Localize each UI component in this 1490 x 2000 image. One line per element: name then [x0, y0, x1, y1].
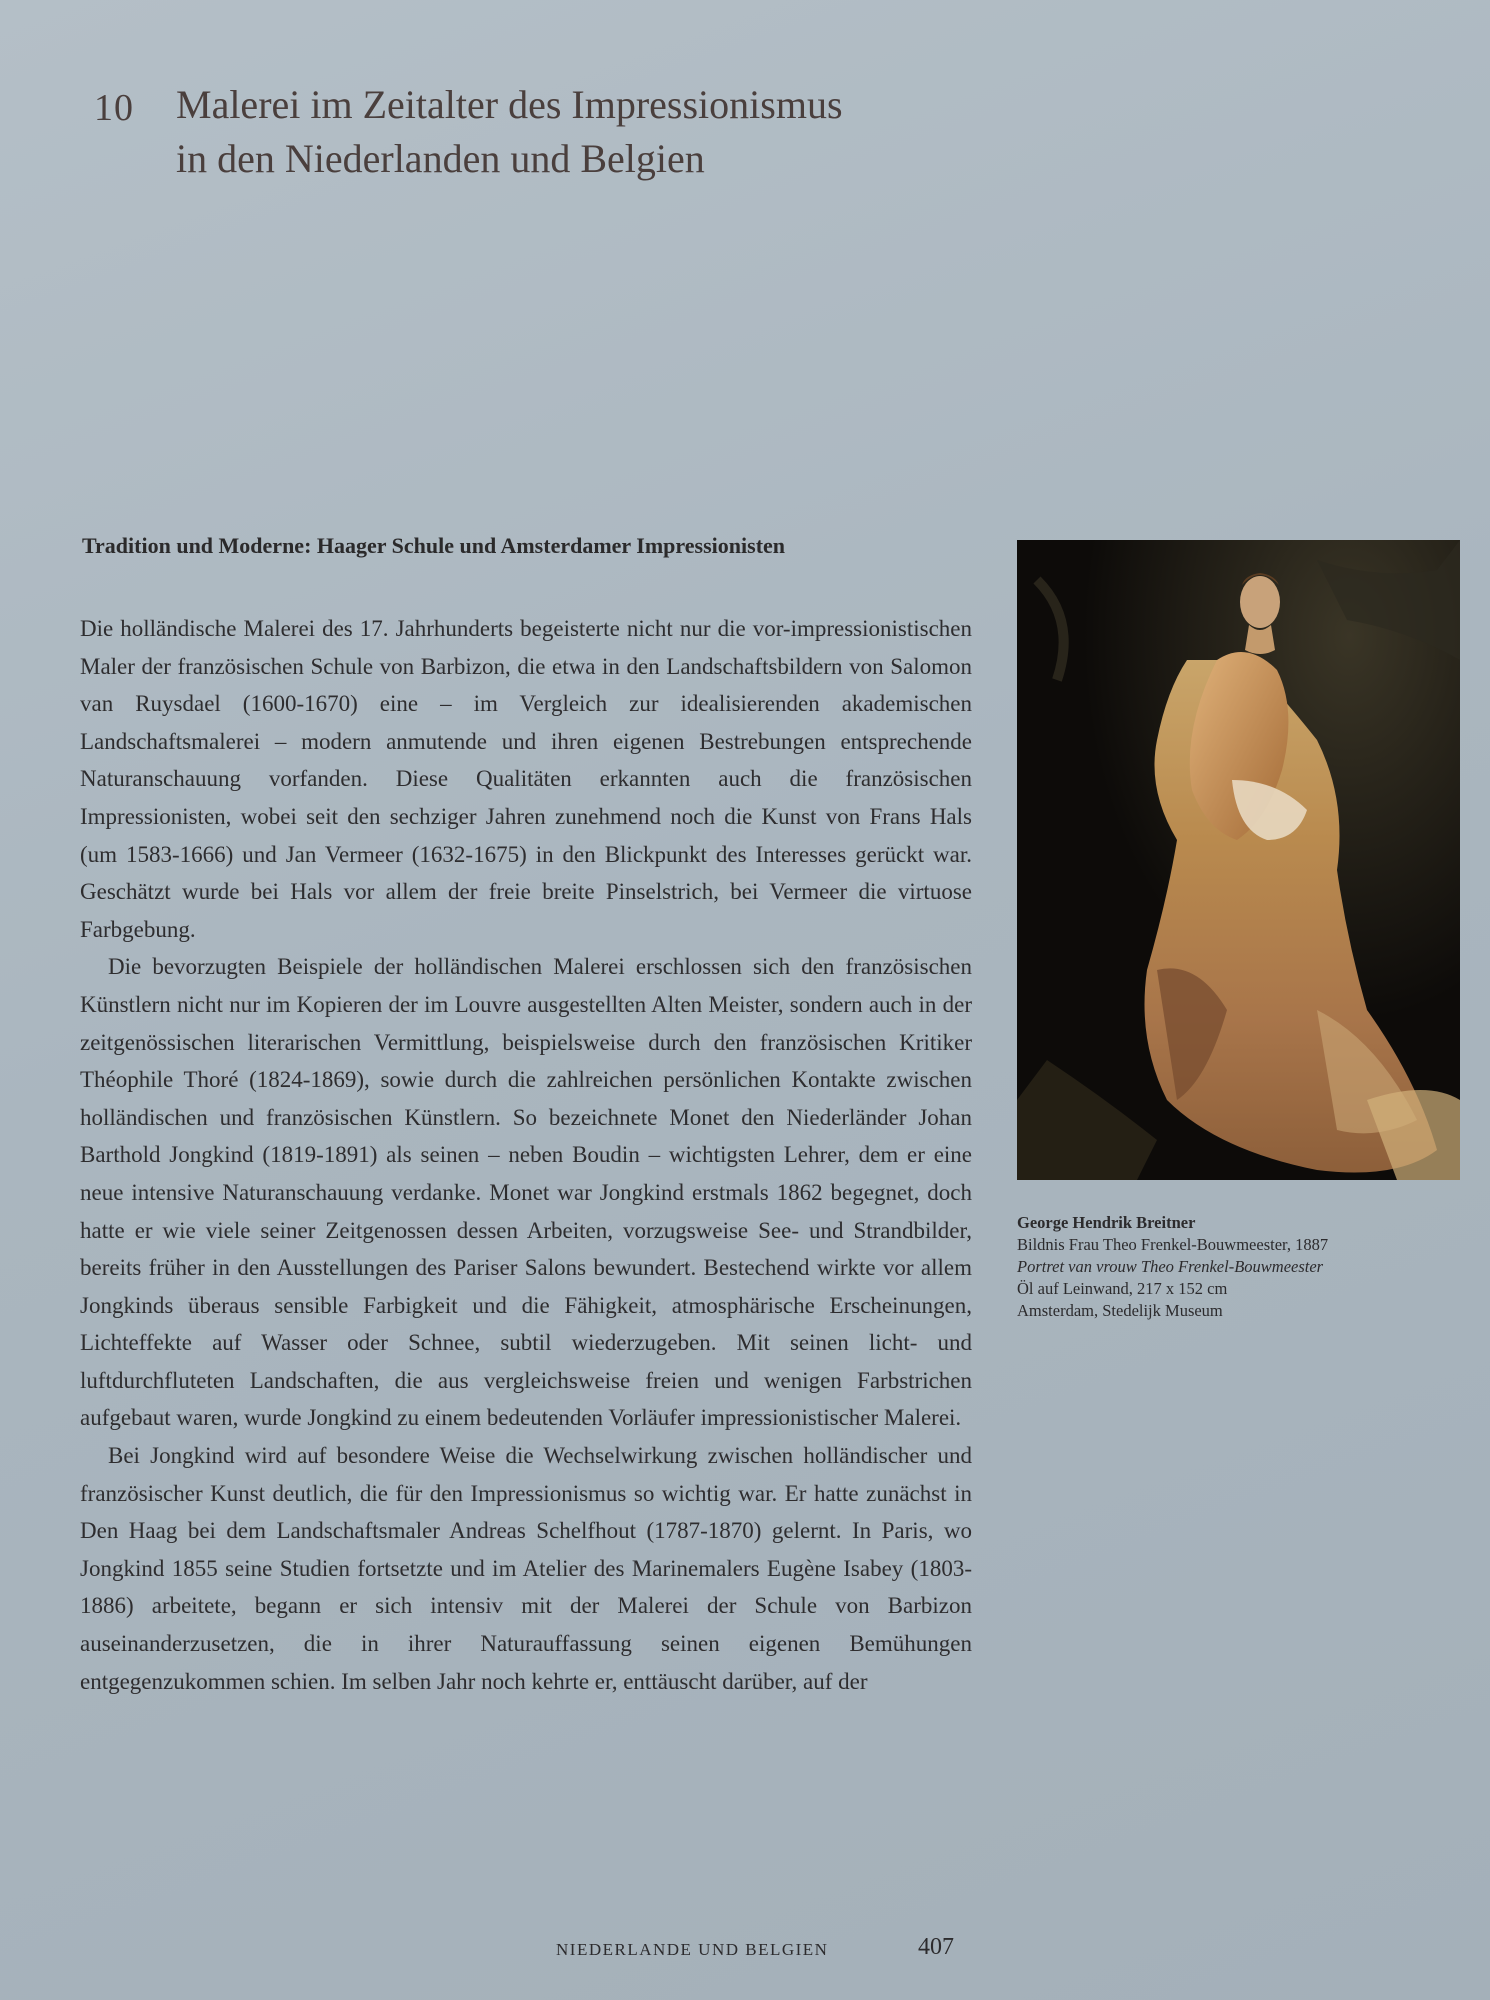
page-number: 407: [918, 1934, 954, 1960]
running-footer: NIEDERLANDE UND BELGIEN: [556, 1940, 829, 1959]
section-heading: Tradition und Moderne: Haager Schule und Amsterdamer Impressionisten: [82, 533, 786, 558]
chapter-number: 10: [94, 87, 134, 129]
painting-portrait-illustration: [1017, 540, 1460, 1180]
chapter-title-line-1: Malerei im Zeitalter des Impressionismus: [176, 82, 843, 127]
paragraph: Die bevorzugten Beispiele der holländischen Malerei erschlossen sich den französischen Künstlern nicht nur im Kopieren der im Louvre ausgestellten Alten Meister, sondern auch in der zeitgenössischen literarischen Vermittlung, beispielsweise durch den französischen Kritiker Théophile Thoré (1824-1869), sowie durch die zahlreichen persönlichen Kontakte zwischen holländischen und französischen Künstlern. So bezeichnete Monet den Niederländer Johan Barthold Jongkind (1819-1891) als seinen – neben Boudin – wichtigsten Lehrer, dem er eine neue intensive Naturanschauung verdanke. Monet war Jongkind erstmals 1862 begegnet, doch hatte er wie viele seiner Zeitgenossen dessen Arbeiten, vorzugsweise See- und Strandbilder, bereits früher in den Ausstellungen des Pariser Salons bewundert. Bestechend wirkte vor allem Jongkinds überaus sensible Farbigkeit und die Fähigkeit, atmosphärische Erscheinungen, Lichteffekte auf Wasser oder Schnee, subtil wiederzugeben. Mit seinen licht- und luftdurchfluteten Landschaften, die aus vergleichsweise freien und wenigen Farbstrichen aufgebaut waren, wurde Jongkind zu einem bedeutenden Vorläufer impressionistischer Malerei.: [80, 954, 972, 1431]
body-text: [80, 610, 972, 1700]
caption-medium: Öl auf Leinwand, 217 x 152 cm: [1017, 1279, 1228, 1298]
chapter-title: [176, 78, 1036, 186]
caption-location: Amsterdam, Stedelijk Museum: [1017, 1301, 1223, 1320]
painting-image: [1017, 540, 1460, 1180]
paragraph: Bei Jongkind wird auf besondere Weise die Wechselwirkung zwischen holländischer und französischer Kunst deutlich, die für den Impressionismus so wichtig war. Er hatte zunächst in Den Haag bei dem Landschaftsmaler Andreas Schelfhout (1787-1870) gelernt. In Paris, wo Jongkind 1855 seine Studien fortsetzte und im Atelier des Marinemalers Eugène Isabey (1803-1886) arbeitete, begann er sich intensiv mit der Malerei der Schule von Barbizon auseinanderzusetzen, die in ihrer Naturauffassung seinen eigenen Bemühungen entgegenzukommen schien. Im selben Jahr noch kehrte er, enttäuscht darüber, auf der: [80, 1443, 972, 1694]
caption-title-nl: Portret van vrouw Theo Frenkel-Bouwmeester: [1017, 1257, 1324, 1276]
caption-artist: George Hendrik Breitner: [1017, 1213, 1196, 1232]
image-caption: [1017, 1212, 1457, 1322]
chapter-title-line-2: in den Niederlanden und Belgien: [176, 136, 705, 181]
caption-title-de: Bildnis Frau Theo Frenkel-Bouwmeester, 1887: [1017, 1235, 1329, 1254]
paragraph: Die holländische Malerei des 17. Jahrhunderts begeisterte nicht nur die vor-impressionistischen Maler der französischen Schule von Barbizon, die etwa in den Landschaftsbildern von Salomon van Ruysdael (1600-1670) eine – im Vergleich zur idealisierenden akademischen Landschaftsmalerei – modern anmutende und ihren eigenen Bestrebungen entsprechende Naturanschauung vorfanden. Diese Qualitäten erkannten auch die französischen Impressionisten, wobei seit den sechziger Jahren zunehmend noch die Kunst von Frans Hals (um 1583-1666) und Jan Vermeer (1632-1675) in den Blickpunkt des Interesses gerückt war. Geschätzt wurde bei Hals vor allem der freie breite Pinselstrich, bei Vermeer die virtuose Farbgebung.: [80, 616, 972, 942]
